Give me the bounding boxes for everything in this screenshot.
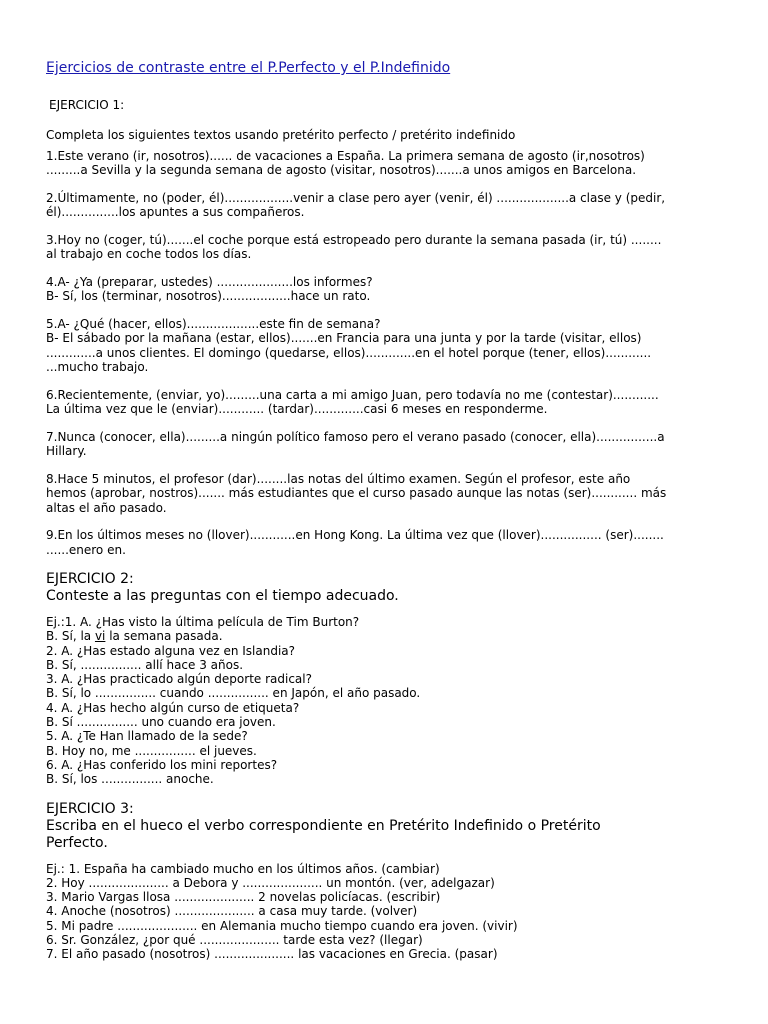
item-line: B- Sí, los (terminar, nosotros)..................hace un rato.: [46, 289, 371, 303]
item-line: al trabajo en coche todos los días.: [46, 247, 252, 261]
item-line: hemos (aprobar, nostros)....... más estudiantes que el curso pasado aunque las notas (ser)............ más: [46, 486, 667, 500]
ejercicio-1-item: [46, 149, 736, 178]
exercise-line: Ej.: 1. España ha cambiado mucho en los últimos años. (cambiar): [46, 861, 440, 876]
exercise-line: 2. Hoy ..................... a Debora y ..................... un montón. (ver, adelgazar): [46, 875, 495, 890]
document: [46, 58, 736, 962]
line-text: la semana pasada.: [105, 629, 223, 644]
item-line: ......enero en.: [46, 542, 126, 557]
item-line: altas el año pasado.: [46, 500, 167, 515]
item-line: 6.Recientemente, (enviar, yo).........una carta a mi amigo Juan, pero todavía no me (contestar)............: [46, 387, 659, 402]
exercise-line: 7. El año pasado (nosotros) ..................... las vacaciones en Grecia. (pasar): [46, 947, 498, 962]
ejercicio-3-header: [46, 801, 736, 852]
item-line: 3.Hoy no (coger, tú).......el coche porque está estropeado pero durante la semana pasada (ir, tú) ........: [46, 232, 662, 247]
ejercicio-1-item: [46, 275, 736, 304]
item-line: ...mucho trabajo.: [46, 360, 149, 374]
item-line: 2.Últimamente, no (poder, él)..................venir a clase pero ayer (venir, él) ...................a clase y (pedir,: [46, 190, 666, 205]
ejercicio-1-item: [46, 528, 736, 557]
item-line: 1.Este verano (ir, nosotros)...... de vacaciones a España. La primera semana de agosto (ir,nosotros): [46, 148, 645, 163]
ejercicio-1-item: [46, 191, 736, 220]
exercise-line: 3. Mario Vargas llosa ..................... 2 novelas policíacas. (escribir): [46, 890, 441, 905]
ejercicio-1-item: [46, 317, 736, 375]
ejercicio-1-heading: EJERCICIO 1:: [49, 98, 125, 112]
ejercicio-3-lines: [46, 862, 736, 962]
line-text: B. Sí, la: [46, 629, 95, 644]
ejercicio-1-item: [46, 233, 736, 262]
exercise-line: 6. Sr. González, ¿por qué ..................... tarde esta vez? (llegar): [46, 933, 423, 948]
ejercicio-3-instruction-line-1: Escriba en el hueco el verbo correspondiente en Pretérito Indefinido o Pretérito: [46, 817, 601, 834]
ejercicio-2-header: [46, 571, 736, 605]
exercise-line: B. Sí, los ................ anoche.: [46, 772, 214, 787]
document-title[interactable]: Ejercicios de contraste entre el P.Perfecto y el P.Indefinido: [46, 60, 451, 76]
item-line: La última vez que le (enviar)............ (tardar).............casi 6 meses en responderme.: [46, 402, 548, 416]
underlined-verb: vi: [94, 629, 106, 644]
exercise-line: B. Hoy no, me ................ el jueves.: [46, 743, 257, 758]
exercise-line: 5. A. ¿Te Han llamado de la sede?: [46, 729, 248, 744]
item-line: .............a unos clientes. El domingo (quedarse, ellos).............en el hotel porque (tener, ellos)............: [46, 345, 652, 360]
exercise-line: 4. A. ¿Has hecho algún curso de etiqueta?: [46, 700, 300, 715]
ejercicio-3-heading: EJERCICIO 3:: [46, 800, 134, 817]
ejercicio-2-instruction: Conteste a las preguntas con el tiempo adecuado.: [46, 588, 399, 604]
exercise-line: B. Sí, lo ................ cuando ................ en Japón, el año pasado.: [46, 686, 421, 701]
exercise-line: Ej.:1. A. ¿Has visto la última película de Tim Burton?: [46, 615, 360, 629]
exercise-line: 6. A. ¿Has conferido los mini reportes?: [46, 757, 278, 772]
ejercicio-1-item: [46, 472, 736, 516]
item-line: B- El sábado por la mañana (estar, ellos).......en Francia para una junta y por la tarde (visitar, ellos): [46, 331, 642, 345]
item-line: Hillary.: [46, 444, 87, 458]
ejercicio-3-instruction-line-2: Perfecto.: [46, 834, 108, 851]
exercise-line: [46, 629, 736, 643]
exercise-line: 4. Anoche (nosotros) ..................... a casa muy tarde. (volver): [46, 904, 418, 919]
exercise-line: 2. A. ¿Has estado alguna vez en Islandia?: [46, 643, 296, 658]
exercise-line: 5. Mi padre ..................... en Alemania mucho tiempo cuando era joven. (vivir): [46, 918, 518, 933]
item-line: 8.Hace 5 minutos, el profesor (dar)........las notas del último examen. Según el profesor, este año: [46, 471, 631, 486]
item-line: 5.A- ¿Qué (hacer, ellos)...................este fin de semana?: [46, 316, 381, 331]
item-line: 9.En los últimos meses no (llover)............en Hong Kong. La última vez que (llover)................ (ser)........: [46, 528, 664, 542]
ejercicio-1-item: [46, 430, 736, 459]
exercise-line: B. Sí, ................ allí hace 3 años.: [46, 657, 244, 672]
exercise-line: B. Sí ................ uno cuando era joven.: [46, 715, 276, 730]
exercise-line: 3. A. ¿Has practicado algún deporte radical?: [46, 672, 312, 687]
item-line: 7.Nunca (conocer, ella).........a ningún político famoso pero el verano pasado (conocer, ella)................a: [46, 429, 665, 444]
item-line: .........a Sevilla y la segunda semana de agosto (visitar, nosotros).......a unos amigos en Barcelona.: [46, 163, 637, 177]
ejercicio-1-item: [46, 388, 736, 417]
ejercicio-2-lines: [46, 615, 736, 787]
ejercicio-1-items: [46, 149, 736, 558]
item-line: él)...............los apuntes a sus compañeros.: [46, 205, 305, 219]
item-line: 4.A- ¿Ya (preparar, ustedes) ....................los informes?: [46, 274, 373, 289]
ejercicio-1-instruction: Completa los siguientes textos usando pretérito perfecto / pretérito indefinido: [46, 128, 516, 142]
ejercicio-2-heading: EJERCICIO 2:: [46, 571, 134, 587]
